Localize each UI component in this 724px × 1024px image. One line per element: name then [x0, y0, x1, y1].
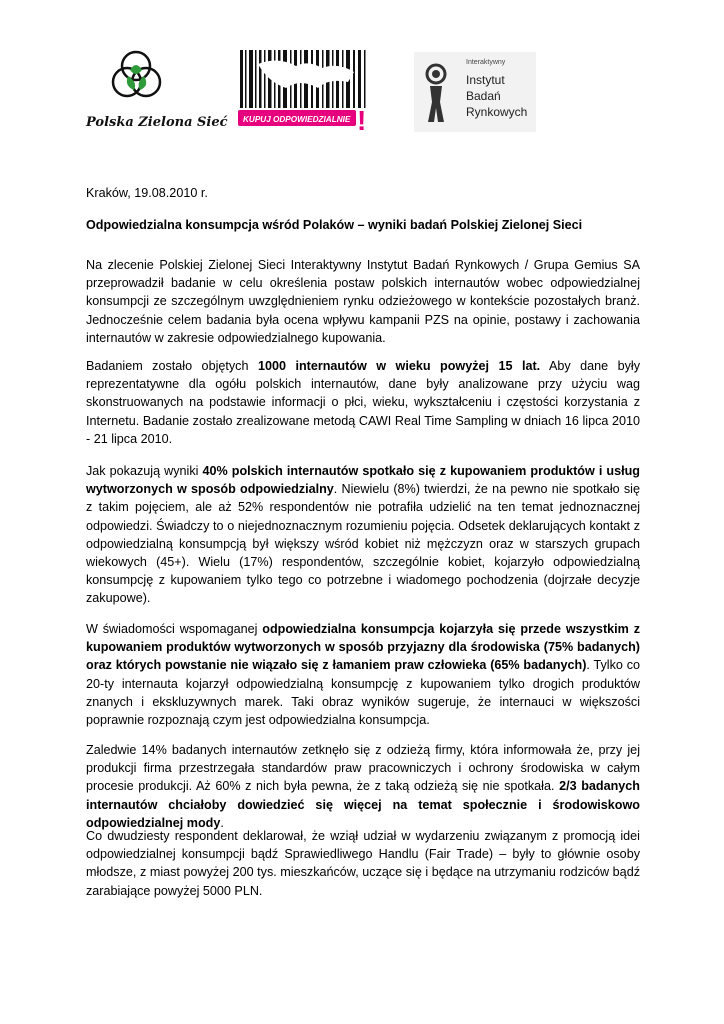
paragraph-3-text-end: . Niewielu (8%) twierdzi, że na pewno nie spotkało się z takim pojęciem, ale aż 52% respondentów nie potrafiła udzielić na ten temat jednoznacznej odpowiedzi. Świadczy to o niejednoznacznym rozumieniu pojęcia. Odsetek deklarujących kontakt z odpowiedzialną konsumpcją był większy wśród kobiet niż mężczyzn oraz w starszych grupach wiekowych (45+). Wielu (17%) respondentów, szczególnie kobiet, kojarzyło odpowiedzialną konsumpcję z kupowaniem tylko tego co potrzebne i wiadomego pochodzenia (dojrzałe decyzje zakupowe).	[86, 482, 640, 606]
kupuj-logo-text: KUPUJ ODPOWIEDZIALNIE	[243, 115, 351, 124]
paragraph-5-text-end: .	[220, 815, 224, 830]
paragraph-5-bold: 2/3 badanych internautów chciałoby dowiedzieć się więcej na temat społecznie i środowiskowo odpowiedzialnej mody	[86, 779, 640, 830]
kupuj-odpowiedzialnie-logo	[238, 48, 374, 134]
iibr-logo-line2: Badań	[466, 89, 501, 103]
paragraph-3	[86, 462, 640, 608]
document-date: Kraków, 19.08.2010 r.	[86, 186, 208, 200]
paragraph-3-bold: 40% polskich internautów spotkało się z kupowaniem produktów i usług wytworzonych w sposób odpowiedzialny	[86, 464, 640, 497]
paragraph-2-text-end: Aby dane były reprezentatywne dla ogółu polskich internautów, dane były analizowane przy użyciu wag skonstruowanych na podstawie informacji o płci, wieku, wykształceniu i częstości korzystania z Internetu. Badanie zostało zrealizowane metodą CAWI Real Time Sampling w dniach 16 lipca 2010 - 21 lipca 2010.	[86, 359, 641, 446]
paragraph-1: Na zlecenie Polskiej Zielonej Sieci Interaktywny Instytut Badań Rynkowych / Grupa Gemius SA przeprowadził badanie w celu określenia postaw polskich internautów wobec odpowiedzialnej konsumpcji ze szczególnym uwzględnieniem rynku odzieżowego w kontekście pozostałych branż. Jednocześnie celem badania była ocena wpływu kampanii PZS na opinie, postawy i zachowania internautów w zakresie odpowiedzialnego kupowania.	[86, 258, 640, 345]
paragraph-3-text: Jak pokazują wyniki	[86, 464, 203, 478]
document-title: Odpowiedzialna konsumpcja wśród Polaków – wyniki badań Polskiej Zielonej Sieci	[86, 218, 583, 232]
paragraph-2	[86, 357, 640, 448]
polska-zielona-siec-logo	[84, 46, 228, 132]
paragraph-5	[86, 741, 640, 832]
pzs-logo-text: Polska Zielona Sieć	[86, 115, 228, 130]
iibr-logo-small-text: Interaktywny	[466, 59, 506, 66]
iibr-logo-line1: Instytut	[466, 73, 505, 87]
paragraph-4-bold: odpowiedzialna konsumpcja kojarzyła się przede wszystkim z kupowaniem produktów wytworzonych w sposób przyjazny dla środowiska (75% badanych) oraz których powstanie nie wiązało się z łamaniem praw człowieka (65% badanych)	[86, 622, 640, 673]
paragraph-4-text-end: . Tylko co 20-ty internauta kojarzył odpowiedzialną konsumpcję z kupowaniem tylko drogich produktów znanych i ekskluzywnych marek. Taki obraz wyników sugeruje, że internauci w większości poprawnie rozpoznają czym jest odpowiedzialna konsumpcja.	[86, 658, 641, 728]
paragraph-6: Co dwudziesty respondent deklarował, że wziął udział w wydarzeniu związanym z promocją idei odpowiedzialnej konsumpcji bądź Sprawiedliwego Handlu (Fair Trade) – były to głównie osoby młodsze, z miast powyżej 200 tys. mieszkańców, uczące się i będące na utrzymaniu rodziców bądź zarabiające powyżej 5000 PLN.	[86, 829, 640, 898]
paragraph-2-text: Badaniem zostało objętych	[86, 359, 258, 373]
paragraph-4	[86, 620, 640, 729]
svg-text:!: !	[357, 105, 367, 136]
paragraph-5-text: Zaledwie 14% badanych internautów zetknęło się z odzieżą firmy, która informowała że, przy jej produkcji firma przestrzegała standardów praw pracowniczych i ochrony środowiska w całym procesie produkcji. Aż 60% z nich była pewna, że z taką odzieżą się nie spotkała.	[86, 743, 640, 794]
iibr-logo-line3: Rynkowych	[466, 105, 528, 119]
paragraph-2-bold: 1000 internautów w wieku powyżej 15 lat.	[257, 359, 541, 373]
logo-bar	[0, 0, 724, 140]
iibr-logo	[414, 52, 536, 132]
paragraph-4-text: W świadomości wspomaganej	[86, 622, 263, 636]
